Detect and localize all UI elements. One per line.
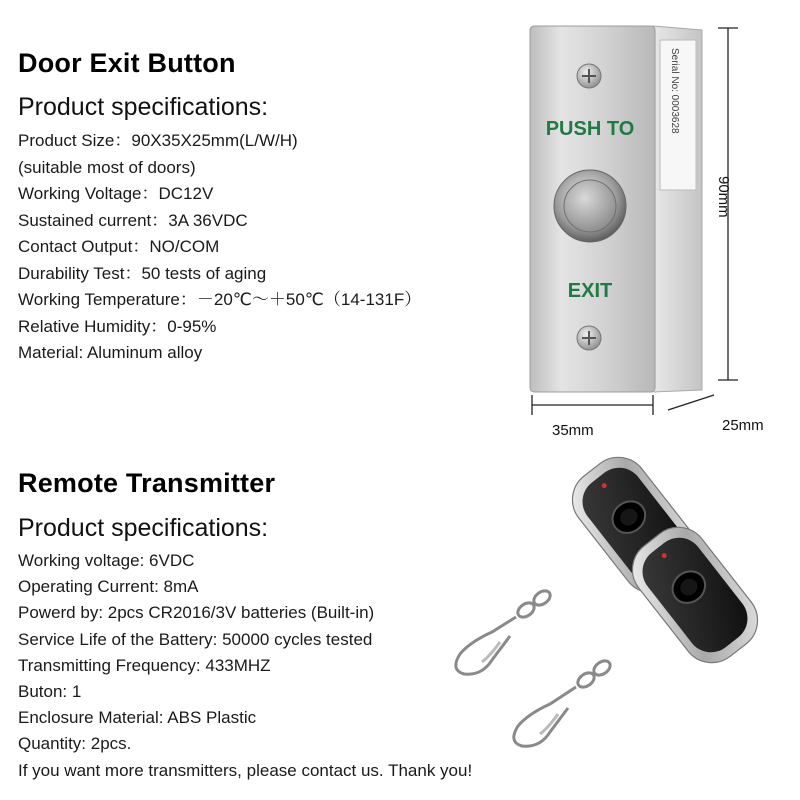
spec-item: (suitable most of doors) xyxy=(18,157,196,177)
plate-push-to-text: PUSH TO xyxy=(545,118,635,140)
spec-item: Operating Current: 8mA xyxy=(18,577,199,597)
remote-fob-2 xyxy=(514,515,770,746)
push-button-icon xyxy=(554,170,626,242)
spec-item: Powerd by: 2pcs CR2016/3V batteries (Built-in) xyxy=(18,603,375,623)
spec-item: Working Temperature：－20℃～＋50℃（14-131F） xyxy=(18,290,422,309)
serial-number-text: Serial No: 0003628 xyxy=(669,48,680,134)
remote-subtitle: Product specifications: xyxy=(18,514,269,542)
screw-icon xyxy=(577,326,601,350)
spec-item: Sustained current：3A 36VDC xyxy=(18,210,248,230)
spec-item: Material: Aluminum alloy xyxy=(18,343,203,362)
keyring-clip-icon xyxy=(456,588,553,674)
spec-item: Enclosure Material: ABS Plastic xyxy=(18,708,257,728)
keyring-clip-icon xyxy=(514,658,613,746)
remote-spec-list xyxy=(18,548,472,784)
spec-item: Product Size：90X35X25mm(L/W/H) xyxy=(18,131,298,150)
spec-item: If you want more transmitters, please contact us. Thank you! xyxy=(18,760,473,780)
door-exit-title: Door Exit Button xyxy=(18,48,236,78)
spec-item: Quantity: 2pcs. xyxy=(18,734,132,754)
height-dimension-label: 90mm xyxy=(715,176,732,218)
spec-item: Durability Test：50 tests of aging xyxy=(18,263,267,283)
door-exit-subtitle: Product specifications: xyxy=(18,93,269,121)
spec-item: Working voltage: 6VDC xyxy=(18,551,195,570)
spec-item: Contact Output：NO/COM xyxy=(18,237,220,256)
depth-dimension-label: 25mm xyxy=(722,417,764,434)
plate-exit-text: EXIT xyxy=(567,280,613,302)
spec-item: Buton: 1 xyxy=(18,682,82,702)
width-dimension-label: 35mm xyxy=(552,422,594,439)
door-exit-button-image xyxy=(520,20,790,440)
door-exit-spec-list xyxy=(18,128,421,367)
spec-item: Working Voltage：DC12V xyxy=(18,184,214,203)
remote-transmitters-image xyxy=(430,450,790,790)
screw-icon xyxy=(577,64,601,88)
spec-item: Service Life of the Battery: 50000 cycles tested xyxy=(18,629,373,649)
remote-title: Remote Transmitter xyxy=(18,468,276,498)
spec-item: Transmitting Frequency: 433MHZ xyxy=(18,655,271,675)
spec-item: Relative Humidity：0-95% xyxy=(18,316,217,336)
